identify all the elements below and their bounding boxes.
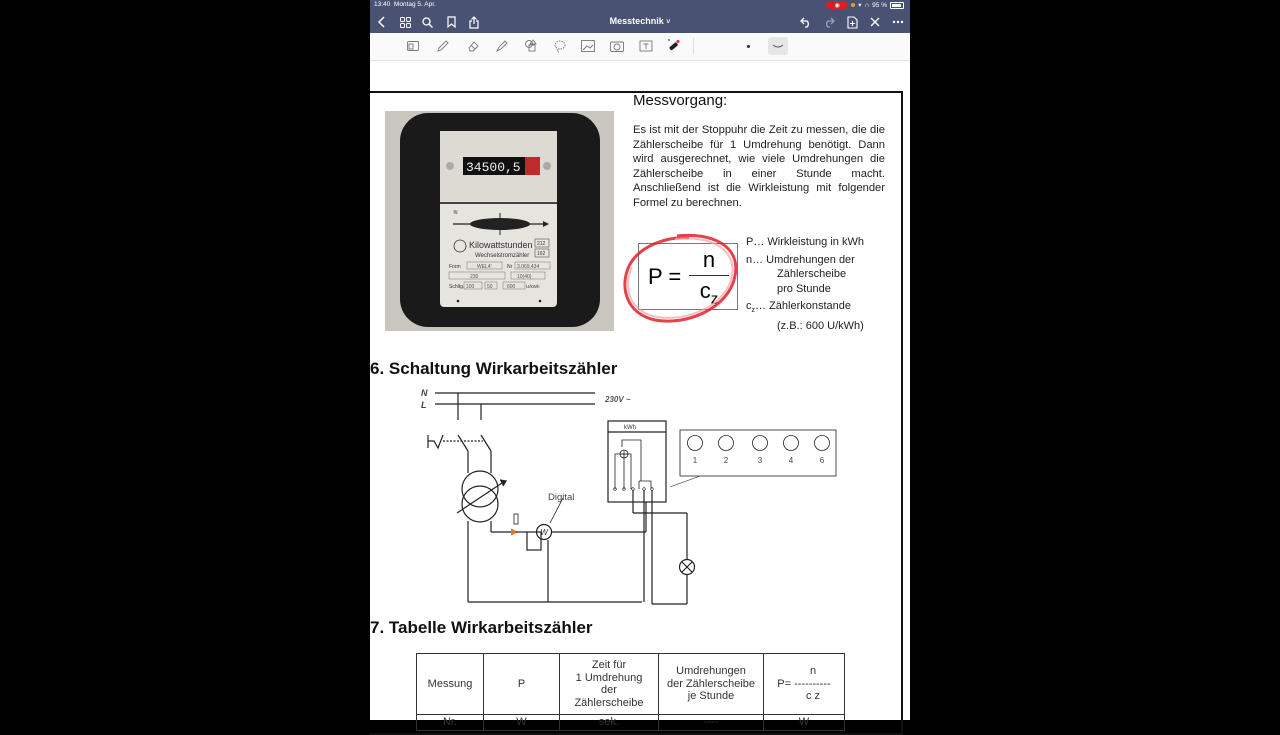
- legend-p: P… Wirkleistung in kWh: [746, 236, 864, 248]
- svg-text:2: 2: [723, 456, 729, 465]
- table-units-row: Nr. W sek. ---- W: [417, 715, 845, 731]
- svg-text:230: 230: [470, 274, 479, 280]
- status-bar: [370, 0, 910, 11]
- lasso-icon[interactable]: [552, 38, 568, 54]
- legend-cz-example: (z.B.: 600 U/kWh): [777, 319, 864, 332]
- kwh-label: kWh: [624, 425, 636, 431]
- svg-text:Schltg.: Schltg.: [449, 284, 465, 290]
- electricity-meter-photo: [385, 111, 614, 331]
- pen-icon[interactable]: [435, 38, 451, 54]
- formula-lhs: P =: [648, 264, 682, 289]
- battery-icon: [890, 2, 904, 9]
- status-time: 13:40 Montag 5. Apr.: [374, 1, 436, 8]
- header-formula: n P= ---------- c z: [764, 654, 845, 715]
- formula-legend: [746, 235, 886, 333]
- svg-text:1: 1: [692, 456, 698, 465]
- wifi-icon: ▾: [858, 2, 862, 9]
- legend-n-line3: pro Stunde: [777, 282, 831, 295]
- svg-text:N: N: [421, 388, 428, 398]
- svg-text:600: 600: [507, 284, 516, 290]
- svg-text:U/kWh: U/kWh: [526, 284, 540, 289]
- legend-cz: $c_z\dots$ Zählerkonstande: [746, 300, 851, 315]
- laser-pointer-icon[interactable]: [666, 38, 682, 54]
- svg-text:Wechselstromzähler: Wechselstromzähler: [475, 253, 530, 259]
- undo-icon[interactable]: [798, 14, 814, 30]
- meter-counter: 34500,5: [466, 160, 521, 175]
- svg-text:6: 6: [819, 456, 825, 465]
- wattmeter-label: W: [540, 528, 548, 537]
- messvorgang-text: Es ist mit der Stoppuhr die Zeit zu messen, die die Zählerscheibe für 1 Umdrehung benötigt. Dann wird ausgerechnet, wie viele Umdrehungen die Zählerscheibe in einer Stunde macht. Anschließend ist die Wirkleistung mit folgender Formel zu berechnen.: [633, 124, 885, 209]
- formula-numerator: n: [702, 247, 716, 272]
- nav-bar: [370, 11, 910, 33]
- shapes-icon[interactable]: [523, 38, 539, 54]
- svg-text:3.069.434: 3.069.434: [517, 264, 540, 270]
- status-right: [826, 1, 904, 9]
- title-chevron-icon: ˅: [666, 19, 671, 26]
- image-icon[interactable]: [580, 38, 596, 54]
- svg-text:100: 100: [466, 284, 475, 290]
- ipad-screen: [370, 0, 910, 729]
- camera-icon[interactable]: [609, 38, 625, 54]
- svg-text:212: 212: [537, 241, 546, 247]
- svg-text:162: 162: [537, 251, 546, 257]
- red-circle-annotation[interactable]: [617, 228, 747, 328]
- close-icon[interactable]: [867, 14, 883, 30]
- svg-text:≋: ≋: [453, 210, 459, 216]
- svg-text:230V ~: 230V ~: [605, 395, 631, 404]
- svg-text:50: 50: [487, 284, 493, 290]
- svg-text:Form: Form: [449, 264, 461, 270]
- svg-text:3: 3: [757, 456, 763, 465]
- tool-bar: [370, 33, 910, 61]
- section-7-heading: 7. Tabelle Wirkarbeitszähler: [370, 618, 593, 637]
- header-umdrehungen: Umdrehungen der Zählerscheibe je Stunde: [659, 654, 764, 715]
- legend-n: n… Umdrehungen der: [746, 253, 855, 266]
- legend-n-line2: Zählerscheibe: [777, 268, 847, 280]
- toolbar-divider: [693, 38, 694, 54]
- stroke-style-curve-icon[interactable]: [768, 37, 788, 55]
- header-messung: Messung: [417, 654, 484, 715]
- table-header-row: [417, 654, 845, 715]
- svg-text:L: L: [421, 400, 427, 410]
- highlighter-icon[interactable]: [494, 38, 510, 54]
- stroke-size-dot-icon[interactable]: [740, 38, 756, 54]
- svg-text:Kilowattstunden: Kilowattstunden: [469, 240, 533, 250]
- header-p: P: [484, 654, 560, 715]
- svg-text:Nr: Nr: [507, 264, 513, 270]
- svg-text:10(40): 10(40): [517, 274, 532, 280]
- text-icon[interactable]: [638, 38, 654, 54]
- eraser-icon[interactable]: [465, 38, 481, 54]
- headphones-icon: ∩: [864, 1, 870, 9]
- svg-text:4: 4: [788, 456, 794, 465]
- battery-percent: 95 %: [872, 1, 887, 9]
- redo-icon[interactable]: [821, 14, 837, 30]
- more-icon[interactable]: [890, 14, 906, 30]
- record-icon[interactable]: ◉: [826, 1, 848, 9]
- header-zeit: Zeit für 1 Umdrehung der Zählerscheibe: [560, 654, 659, 715]
- document-title[interactable]: Messtechnik ˅: [609, 16, 671, 26]
- digital-label: Digital: [548, 492, 575, 503]
- circuit-diagram: [410, 385, 840, 610]
- add-page-icon[interactable]: [844, 14, 860, 30]
- section-6-heading: 6. Schaltung Wirkarbeitszähler: [370, 359, 618, 378]
- reader-mode-icon[interactable]: [405, 38, 421, 54]
- mic-indicator-icon: [851, 3, 855, 7]
- svg-text:WEL4': WEL4': [477, 264, 492, 270]
- formula-denominator: $c_z$: [699, 278, 719, 308]
- messvorgang-heading: Messvorgang:: [633, 92, 728, 109]
- measurement-table: [416, 653, 845, 731]
